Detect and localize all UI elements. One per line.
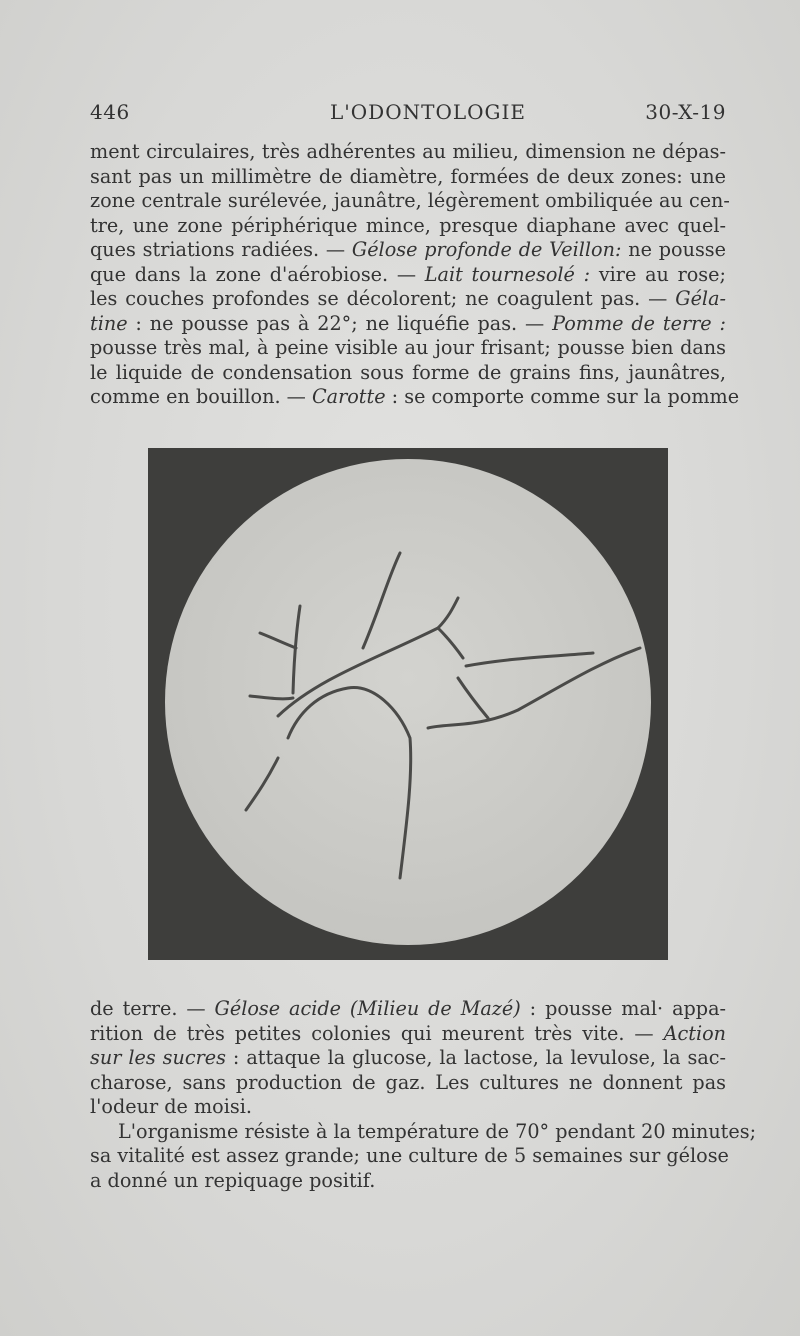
text-line: zone centrale surélevée, jaunâtre, légèrement ombiliquée au cen-	[90, 189, 730, 212]
italic-term: sur les sucres	[90, 1046, 226, 1069]
text-line: tine : ne pousse pas à 22°; ne liquéfie pas. — Pomme de terre :	[90, 311, 726, 335]
italic-term: Pomme de terre :	[552, 311, 726, 335]
text-line: que dans la zone d'aérobiose. — Lait tournesolé : vire au rose;	[90, 262, 726, 286]
text-line: ques striations radiées. — Gélose profonde de Veillon: ne pousse	[90, 238, 726, 261]
culture-disc	[165, 459, 651, 945]
culture-photograph	[148, 448, 668, 960]
text-line: rition de très petites colonies qui meurent très vite. — Action	[90, 1021, 726, 1045]
issue-date: 30-X-19	[645, 100, 726, 124]
text-line: pousse très mal, à peine visible au jour frisant; pousse bien dans	[90, 336, 726, 359]
text-line: de terre. — Gélose acide (Milieu de Mazé) : pousse mal· appa-	[90, 997, 726, 1020]
italic-term: Géla-	[675, 287, 726, 310]
text-line: comme en bouillon. — Carotte : se comporte comme sur la pomme	[90, 385, 740, 408]
text-line: sant pas un millimètre de diamètre, formées de deux zones: une	[90, 164, 726, 188]
text-line: L'organisme résiste à la température de 70° pendant 20 minutes;	[118, 1119, 757, 1143]
text-line: a donné un repiquage positif.	[90, 1168, 376, 1192]
text-line: l'odeur de moisi.	[90, 1095, 252, 1118]
journal-title: L'ODONTOLOGIE	[330, 100, 526, 124]
italic-term: Action	[663, 1021, 726, 1045]
text-line: sur les sucres : attaque la glucose, la lactose, la levulose, la sac-	[90, 1046, 726, 1069]
running-head	[90, 100, 726, 130]
italic-term: Lait tournesolé :	[424, 262, 591, 286]
petri-dish-illustration	[148, 448, 668, 960]
body-text-top	[90, 140, 740, 410]
text-line: les couches profondes se décolorent; ne coagulent pas. — Géla-	[90, 287, 726, 310]
italic-term: Gélose profonde de Veillon:	[351, 238, 622, 261]
body-text-bottom	[90, 997, 757, 1193]
page-number: 446	[90, 100, 130, 124]
text-line: sa vitalité est assez grande; une culture de 5 semaines sur gélose	[90, 1144, 729, 1167]
text-line: charose, sans production de gaz. Les cultures ne donnent pas	[90, 1070, 726, 1094]
italic-term: tine	[90, 311, 128, 335]
italic-term: Gélose acide (Milieu de Mazé)	[214, 997, 521, 1020]
text-line: le liquide de condensation sous forme de grains fins, jaunâtres,	[90, 360, 726, 384]
italic-term: Carotte	[311, 385, 386, 408]
text-line: ment circulaires, très adhérentes au milieu, dimension ne dépas-	[90, 140, 726, 163]
text-line: tre, une zone périphérique mince, presque diaphane avec quel-	[90, 213, 726, 237]
